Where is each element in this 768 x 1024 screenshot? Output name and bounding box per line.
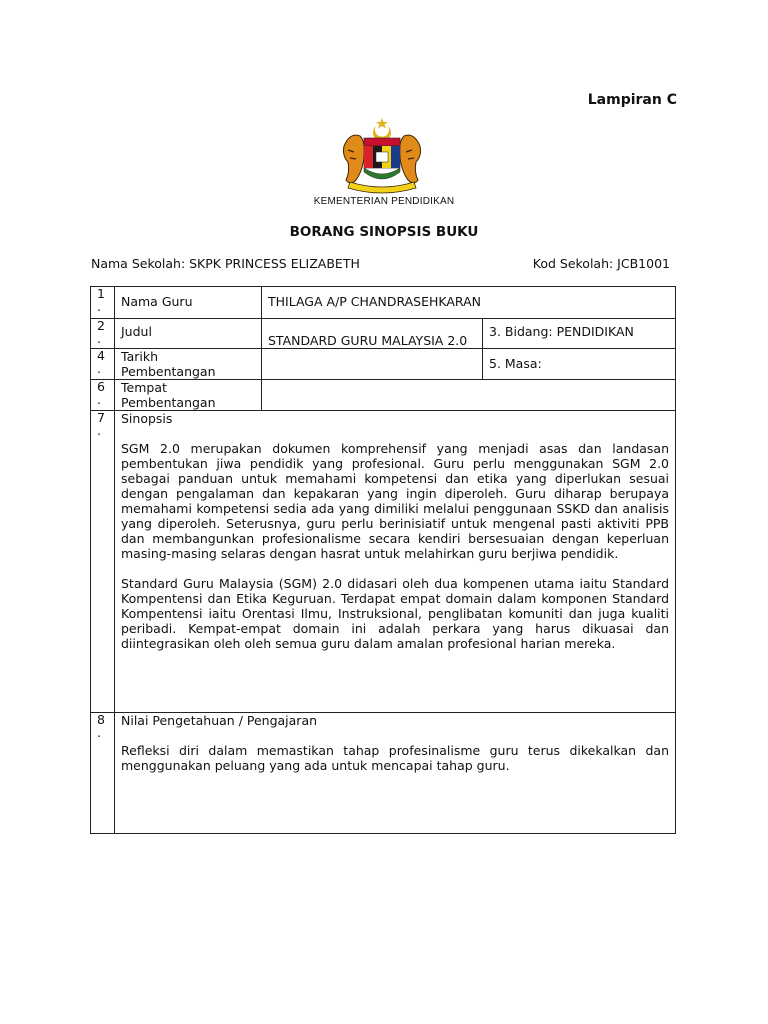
field-label: Nama Guru: [115, 287, 262, 319]
row-synopsis: [91, 411, 676, 713]
synopsis-paragraph-2: Standard Guru Malaysia (SGM) 2.0 didasari oleh dua kompenen utama iaitu Standard Kompentensi dan Etika Keguruan. Terdapat empat domain dalam komponen Standard Kompentensi iaitu Orentasi Ilmu, Instruksional, penglibatan komuniti dan juga kualiti peribadi. Kempat-empat domain ini adalah perkara yang harus dikuasai dan diintegrasikan oleh oleh semua guru dalam amalan profesional harian mereka.: [121, 576, 670, 651]
row-place: [91, 380, 676, 411]
field-bidang: 3. Bidang: PENDIDIKAN: [483, 319, 676, 349]
school-code: Kod Sekolah: JCB1001: [532, 256, 670, 271]
synopsis-cell: [115, 411, 676, 713]
field-label: Tarikh Pembentangan: [115, 349, 262, 380]
row-knowledge-value: [91, 713, 676, 834]
place-value: [262, 380, 676, 411]
row-number: 6 .: [91, 380, 115, 411]
row-date: [91, 349, 676, 380]
field-masa: 5. Masa:: [483, 349, 676, 380]
row-number: 1 .: [91, 287, 115, 319]
appendix-label: Lampiran C: [587, 92, 677, 108]
knowledge-cell: [115, 713, 676, 834]
book-title-value: STANDARD GURU MALAYSIA 2.0: [262, 319, 483, 349]
school-info: [91, 256, 670, 271]
field-label: Judul: [115, 319, 262, 349]
form-title: BORANG SINOPSIS BUKU: [289, 224, 479, 240]
teacher-name-value: THILAGA A/P CHANDRASEHKARAN: [262, 287, 676, 319]
row-title: [91, 319, 676, 349]
synopsis-form-table: [90, 286, 676, 834]
ministry-name: KEMENTERIAN PENDIDIKAN: [313, 196, 455, 207]
row-teacher-name: [91, 287, 676, 319]
coat-of-arms-icon: [336, 116, 428, 196]
synopsis-paragraph-1: SGM 2.0 merupakan dokumen komprehensif yang menjadi asas dan landasan pembentukan jiwa pendidik yang profesional. Guru perlu menggunakan SGM 2.0 sebagai panduan untuk memahami kompetensi dan etika yang diperlukan sesuai dengan pengalaman dan kepakaran yang ingin diperoleh. Guru diharap berupaya memahami kompetensi sedia ada yang dimiliki melalui penggunaan SSKD dan analisis yang diperoleh. Seterusnya, guru perlu berinisiatif untuk mengenal pasti aktiviti PPB dan membangunkan profesionalisme secara kendiri bersesuaian dengan keperluan masing-masing selaras dengan hasrat untuk melahirkan guru berjiwa pendidik.: [121, 441, 670, 561]
date-value: [262, 349, 483, 380]
school-name: Nama Sekolah: SKPK PRINCESS ELIZABETH: [91, 256, 360, 271]
synopsis-title: Sinopsis: [121, 411, 173, 426]
row-number: 8 .: [91, 713, 115, 834]
row-number: 7 .: [91, 411, 115, 713]
row-number: 4 .: [91, 349, 115, 380]
row-number: 2 .: [91, 319, 115, 349]
field-label: Tempat Pembentangan: [115, 380, 262, 411]
knowledge-paragraph: Refleksi diri dalam memastikan tahap profesinalisme guru terus dikekalkan dan menggunakan peluang yang ada untuk mencapai tahap guru.: [121, 743, 670, 773]
knowledge-title: Nilai Pengetahuan / Pengajaran: [121, 713, 318, 728]
